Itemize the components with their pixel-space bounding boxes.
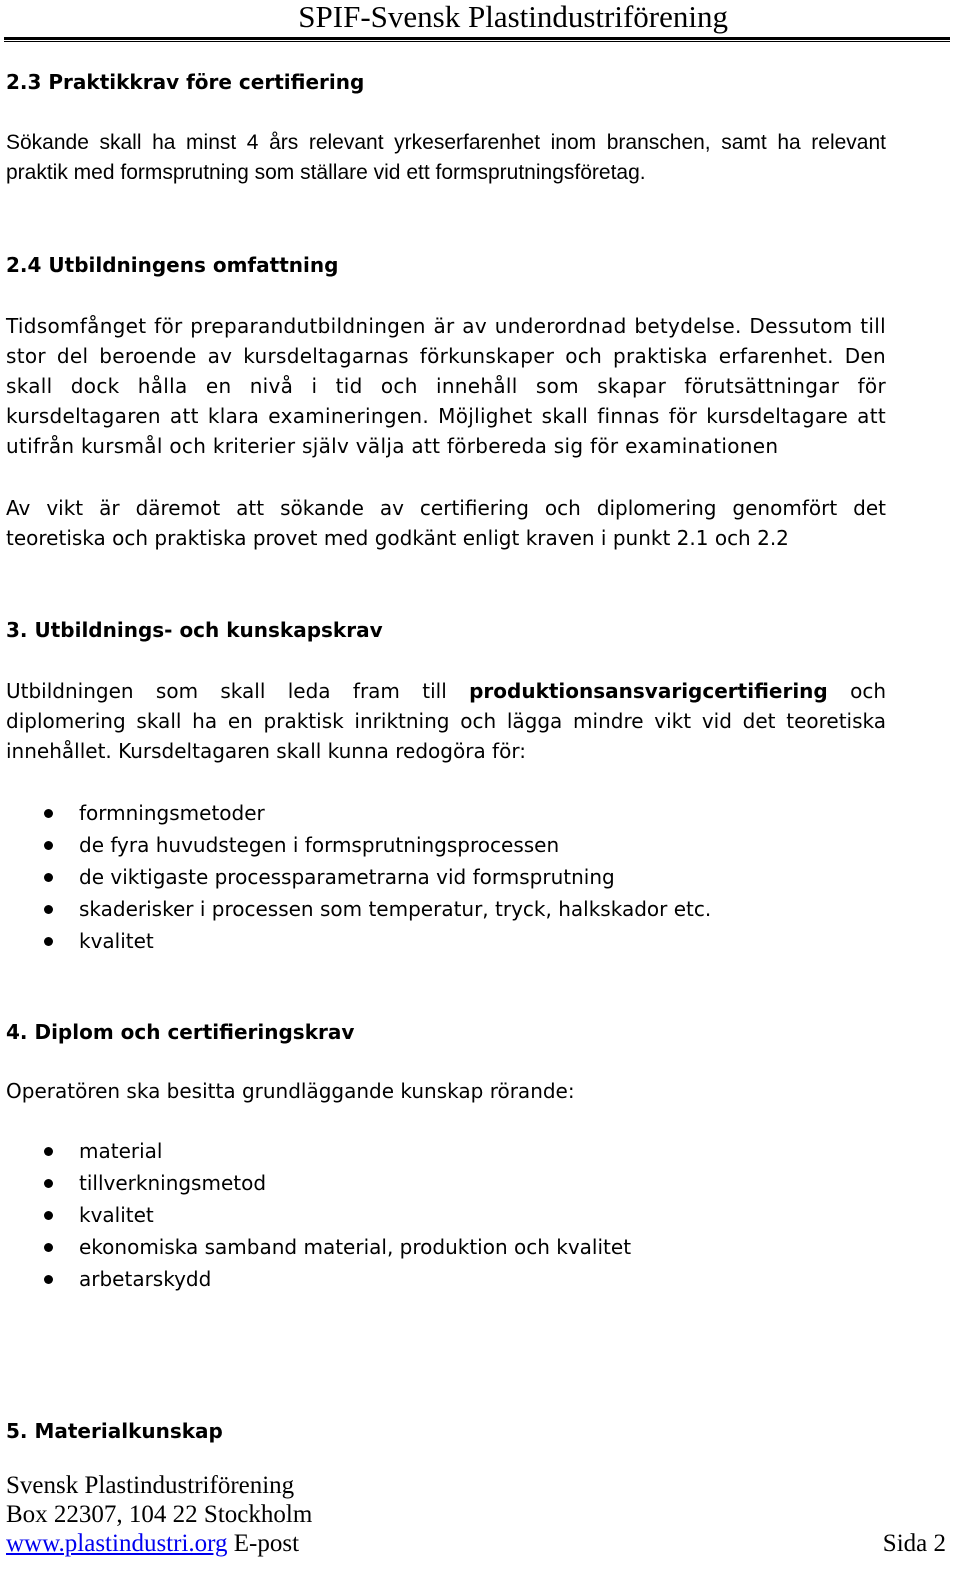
bullet-icon [44,1243,53,1252]
list-item-text: kvalitet [79,929,154,953]
section-heading-5: 5. Materialkunskap [6,1419,223,1443]
list-item [6,861,711,893]
bullet-icon [44,1147,53,1156]
section-3-paragraph [6,676,886,766]
bullet-icon [44,1211,53,1220]
list-item-text: formningsmetoder [79,801,265,825]
list-item-text: arbetarskydd [79,1267,212,1291]
bullet-icon [44,841,53,850]
bullet-icon [44,1179,53,1188]
list-item-text: skaderisker i processen som temperatur, tryck, halkskador etc. [79,897,712,921]
section-4-bullet-list [6,1135,631,1295]
page-footer [6,1471,946,1558]
footer-address: Box 22307, 104 22 Stockholm [6,1501,313,1528]
list-item-text: tillverkningsmetod [79,1171,267,1195]
list-item [6,1199,631,1231]
website-link[interactable]: www.plastindustri.org [6,1530,228,1557]
list-item-text: ekonomiska samband material, produktion och kvalitet [79,1235,632,1259]
list-item [6,1231,631,1263]
bullet-icon [44,873,53,882]
list-item [6,1167,631,1199]
bullet-icon [44,937,53,946]
header-title: SPIF-Svensk Plastindustriförening [298,0,728,34]
list-item [6,1135,631,1167]
bullet-icon [44,809,53,818]
section-3-paragraph-start: Utbildningen som skall leda fram till [6,679,470,703]
bullet-icon [44,905,53,914]
list-item [6,797,711,829]
section-4-paragraph: Operatören ska besitta grundläggande kunskap rörande: [6,1079,575,1103]
list-item-text: de fyra huvudstegen i formsprutningsprocessen [79,833,560,857]
list-item [6,829,711,861]
section-heading-2-3: 2.3 Praktikkrav före certifiering [6,70,365,94]
list-item-text: material [79,1139,163,1163]
page-number: Sida 2 [882,1530,946,1557]
header-divider [4,37,950,42]
bullet-icon [44,1275,53,1284]
section-2-3-paragraph: Sökande skall ha minst 4 års relevant yrkeserfarenhet inom branschen, samt ha relevant praktik med formsprutning som ställare vid ett formsprutningsföretag. [6,131,886,184]
footer-contact-line [6,1529,946,1558]
list-item-text: de viktigaste processparametrarna vid formsprutning [79,865,615,889]
list-item [6,893,711,925]
section-3-paragraph-end: och diplomering skall ha en praktisk inriktning och lägga mindre vikt vid det teoretiska innehållet. Kursdeltagaren skall kunna redogöra för: [6,679,886,763]
section-3-bullet-list [6,797,711,957]
section-heading-2-4: 2.4 Utbildningens omfattning [6,253,339,277]
section-heading-3: 3. Utbildnings- och kunskapskrav [6,618,383,642]
footer-email-label: E-post [227,1530,300,1557]
list-item [6,925,711,957]
list-item-text: kvalitet [79,1203,154,1227]
footer-org-name: Svensk Plastindustriförening [6,1472,295,1499]
list-item [6,1263,631,1295]
page-header [0,0,960,40]
section-heading-4: 4. Diplom och certifieringskrav [6,1020,355,1044]
section-2-4-paragraph-2: Av vikt är däremot att sökande av certifiering och diplomering genomfört det teoretiska och praktiska provet med godkänt enligt kraven i punkt 2.1 och 2.2 [6,496,886,550]
section-3-paragraph-bold-term: produktionsansvarigcertifiering [469,679,828,703]
section-2-4-paragraph-1: Tidsomfånget för preparandutbildningen är av underordnad betydelse. Dessutom till stor del beroende av kursdeltagarnas förkunskaper och praktiska erfarenhet. Den skall dock hålla en nivå i tid och innehåll som skapar förutsättningar för kursdeltagaren att klara examineringen. Möjlighet skall finnas för kursdeltagare att utifrån kursmål och kriterier själv välja att förbereda sig för examinationen [6,314,886,458]
